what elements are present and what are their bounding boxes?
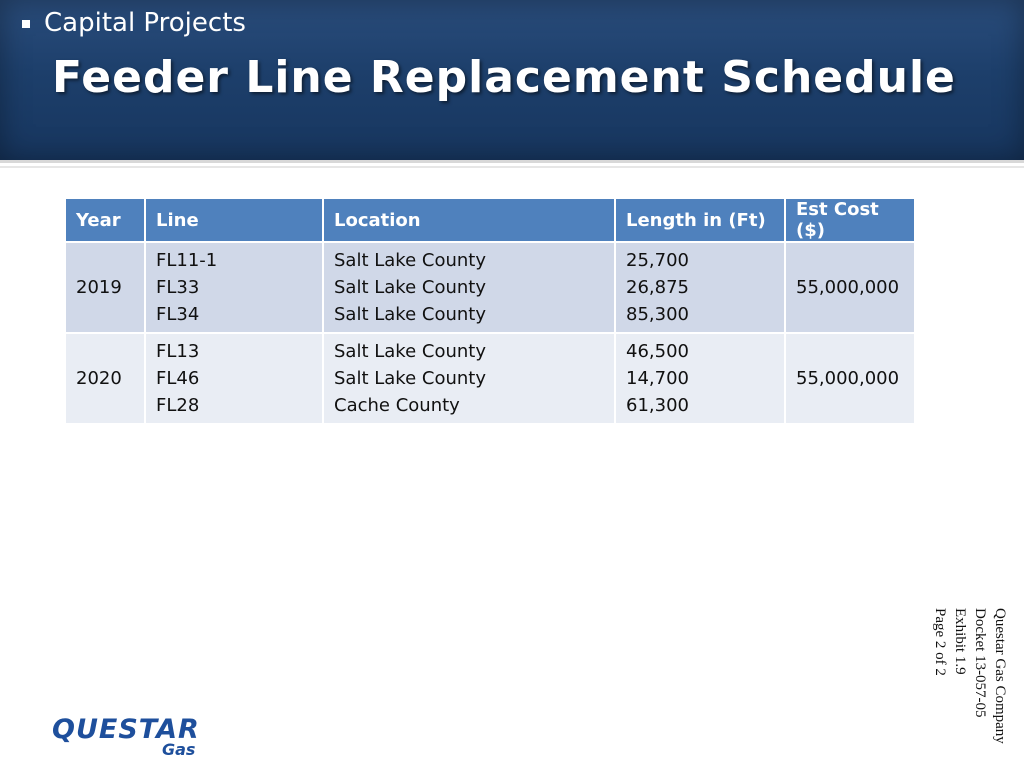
line-id: FL46 bbox=[156, 368, 200, 389]
cell-lines bbox=[146, 243, 322, 332]
line-id: FL33 bbox=[156, 277, 200, 298]
section-bullet bbox=[22, 8, 246, 38]
table-row bbox=[66, 334, 914, 423]
length: 61,300 bbox=[626, 395, 689, 416]
schedule-table bbox=[64, 197, 916, 425]
col-header-year: Year bbox=[66, 199, 144, 241]
length: 46,500 bbox=[626, 341, 689, 362]
location: Salt Lake County bbox=[334, 250, 486, 271]
exhibit-page: Page 2 of 2 bbox=[932, 608, 948, 676]
col-header-line: Line bbox=[146, 199, 322, 241]
cell-year: 2020 bbox=[66, 334, 144, 423]
line-id: FL11-1 bbox=[156, 250, 218, 271]
exhibit-number: Exhibit 1.9 bbox=[952, 608, 968, 675]
questar-gas-logo bbox=[52, 714, 212, 766]
logo-wordmark: QUESTAR bbox=[52, 714, 200, 745]
location: Salt Lake County bbox=[334, 304, 486, 325]
cell-lengths bbox=[616, 334, 784, 423]
col-header-location: Location bbox=[324, 199, 614, 241]
section-label: Capital Projects bbox=[44, 8, 246, 38]
cell-lines bbox=[146, 334, 322, 423]
cell-cost: 55,000,000 bbox=[786, 334, 914, 423]
logo-subtitle: Gas bbox=[162, 740, 196, 759]
location: Salt Lake County bbox=[334, 368, 486, 389]
exhibit-company: Questar Gas Company bbox=[992, 608, 1008, 744]
line-id: FL28 bbox=[156, 395, 200, 416]
length: 26,875 bbox=[626, 277, 689, 298]
cell-locations bbox=[324, 243, 614, 332]
length: 85,300 bbox=[626, 304, 689, 325]
location: Cache County bbox=[334, 395, 460, 416]
slide-title: Feeder Line Replacement Schedule bbox=[52, 52, 956, 103]
line-id: FL13 bbox=[156, 341, 200, 362]
table-header-row bbox=[66, 199, 914, 241]
length: 14,700 bbox=[626, 368, 689, 389]
exhibit-stamp bbox=[930, 608, 1010, 768]
location: Salt Lake County bbox=[334, 341, 486, 362]
col-header-length: Length in (Ft) bbox=[616, 199, 784, 241]
bullet-square-icon bbox=[22, 20, 30, 28]
exhibit-docket: Docket 13-057-05 bbox=[972, 608, 988, 718]
length: 25,700 bbox=[626, 250, 689, 271]
cell-lengths bbox=[616, 243, 784, 332]
table-row bbox=[66, 243, 914, 332]
slide-header bbox=[0, 0, 1024, 160]
col-header-cost: Est Cost ($) bbox=[786, 199, 914, 241]
cell-locations bbox=[324, 334, 614, 423]
header-divider-secondary bbox=[0, 166, 1024, 168]
cell-year: 2019 bbox=[66, 243, 144, 332]
cell-cost: 55,000,000 bbox=[786, 243, 914, 332]
line-id: FL34 bbox=[156, 304, 200, 325]
location: Salt Lake County bbox=[334, 277, 486, 298]
header-divider bbox=[0, 160, 1024, 163]
